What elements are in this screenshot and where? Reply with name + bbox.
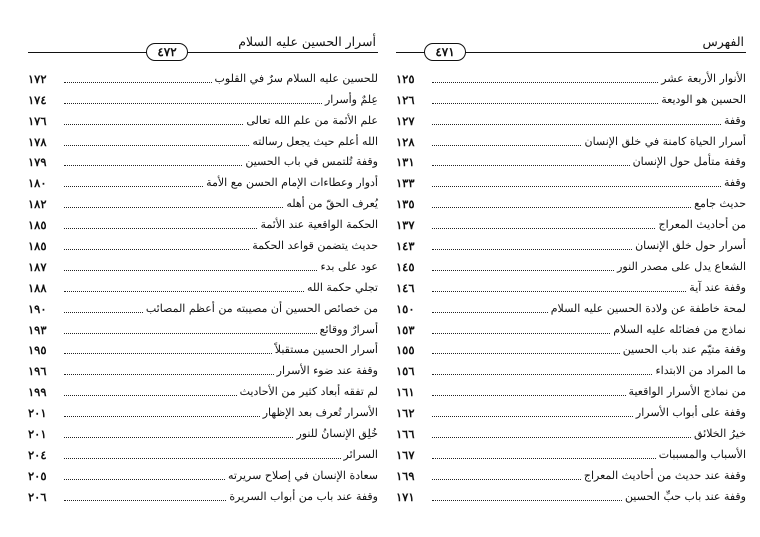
dot-leader <box>432 500 622 501</box>
dot-leader <box>64 124 243 125</box>
toc-entry <box>396 338 746 359</box>
toc-entry <box>28 400 378 421</box>
dot-leader <box>64 479 225 480</box>
toc-entry-page-number: ١٩٥ <box>28 343 47 358</box>
toc-entry <box>28 254 378 275</box>
toc-entry-title: وقفة عند ضوء الأسرار <box>276 364 378 378</box>
toc-entry-page-number: ١٤٣ <box>396 239 415 254</box>
toc-entry-title: أسرار الحسين مستقبلاً <box>274 343 378 357</box>
toc-entry-title: حديث يتضمن قواعد الحكمة <box>252 239 378 253</box>
toc-entry-title: حديث جامع <box>694 197 746 211</box>
toc-entry <box>396 463 746 484</box>
dot-leader <box>64 500 226 501</box>
toc-entry-page-number: ١٧٨ <box>28 134 47 149</box>
dot-leader <box>432 291 686 292</box>
right-page-header <box>396 32 746 58</box>
header-rule <box>28 52 378 53</box>
toc-entry-title: أسرار حول خلق الإنسان <box>635 239 746 253</box>
toc-entry-page-number: ١٨٠ <box>28 176 47 191</box>
toc-entry <box>396 254 746 275</box>
toc-entry-page-number: ١٩٣ <box>28 322 47 337</box>
dot-leader <box>432 249 632 250</box>
toc-entry-title: من أحاديث المعراج <box>658 218 746 232</box>
dot-leader <box>64 333 317 334</box>
toc-entry <box>396 379 746 400</box>
toc-entry-page-number: ١٨٨ <box>28 280 47 295</box>
toc-entry-page-number: ١٨٢ <box>28 197 47 212</box>
toc-entry <box>396 170 746 191</box>
dot-leader <box>432 82 658 83</box>
dot-leader <box>64 207 283 208</box>
toc-entry <box>28 296 378 317</box>
toc-entry-page-number: ٢٠١ <box>28 406 47 421</box>
toc-entry-page-number: ١٢٨ <box>396 134 415 149</box>
toc-entry-title: أسرار الحياة كامنة في خلق الإنسان <box>584 134 746 148</box>
dot-leader <box>432 333 610 334</box>
dot-leader <box>64 186 203 187</box>
toc-entry-title: سعادة الإنسان في إصلاح سريرته <box>227 468 378 482</box>
toc-entry <box>396 400 746 421</box>
toc-entry <box>396 129 746 150</box>
toc-entry <box>396 484 746 505</box>
dot-leader <box>64 165 242 166</box>
toc-entry <box>28 191 378 212</box>
toc-entry-title: ما المراد من الابتداء <box>655 364 746 378</box>
dot-leader <box>432 416 633 417</box>
toc-entry-page-number: ١٧١ <box>396 489 415 504</box>
dot-leader <box>64 82 212 83</box>
toc-entry <box>396 442 746 463</box>
toc-entry-page-number: ١٦٧ <box>396 447 415 462</box>
toc-entry-title: وقفة <box>723 113 746 127</box>
toc-entry-title: خيرُ الخلائق <box>694 427 746 441</box>
toc-entry-title: تجلي حكمة الله <box>306 280 378 294</box>
toc-entry-title: نماذج من فضائله عليه السلام <box>613 322 746 336</box>
toc-entry <box>28 66 378 87</box>
toc-entry <box>396 317 746 338</box>
toc-entry-title: خُلِق الإنسانُ للنور <box>296 427 378 441</box>
dot-leader <box>64 103 322 104</box>
toc-entry-page-number: ١٩٠ <box>28 301 47 316</box>
toc-entry-title: الحسين هو الوديعة <box>661 92 746 106</box>
toc-entry-title: وقفة عند حديث من أحاديث المعراج <box>583 468 746 482</box>
toc-entry <box>396 66 746 87</box>
toc-entry-page-number: ١٢٥ <box>396 71 415 86</box>
dot-leader <box>432 165 630 166</box>
toc-entry <box>396 150 746 171</box>
toc-entry-page-number: ٢٠٦ <box>28 489 47 504</box>
dot-leader <box>64 458 341 459</box>
toc-entry-page-number: ١٦٦ <box>396 427 415 442</box>
toc-entry-title: وقفة متأمل حول الإنسان <box>632 155 746 169</box>
dot-leader <box>432 270 614 271</box>
toc-entry-title: يُعرف الحقّ من أهله <box>286 197 378 211</box>
toc-entry-page-number: ١٤٦ <box>396 280 415 295</box>
toc-entry <box>396 87 746 108</box>
dot-leader <box>64 145 249 146</box>
toc-entry-title: من نماذج الأسرار الواقعية <box>628 385 746 399</box>
toc-entry-title: أسرارٌ ووقائع <box>319 322 378 336</box>
toc-entry <box>28 87 378 108</box>
dot-leader <box>64 270 317 271</box>
dot-leader <box>64 416 260 417</box>
dot-leader <box>432 374 652 375</box>
toc-entry-page-number: ١٨٥ <box>28 239 47 254</box>
toc-entry-page-number: ٢٠٥ <box>28 468 47 483</box>
toc-entry-title: الأنوار الأربعة عشر <box>661 71 746 85</box>
toc-entry-page-number: ١٣٣ <box>396 176 415 191</box>
toc-entry <box>28 108 378 129</box>
table-of-contents <box>28 66 378 505</box>
toc-entry <box>396 358 746 379</box>
toc-entry-title: الأسرار تُعرف بعد الإظهار <box>262 406 378 420</box>
dot-leader <box>64 353 272 354</box>
toc-entry-title: عود على بدء <box>320 259 378 273</box>
toc-entry-page-number: ١٧٦ <box>28 113 47 128</box>
running-title: أسرار الحسين عليه السلام <box>238 34 376 49</box>
toc-entry <box>28 212 378 233</box>
dot-leader <box>432 103 658 104</box>
page-number-badge: ٤٧١ <box>424 43 466 61</box>
toc-entry-title: وقفة عند آية <box>689 280 746 294</box>
toc-entry-page-number: ٢٠٤ <box>28 447 47 462</box>
toc-entry <box>396 275 746 296</box>
toc-entry-title: عِلمٌ وأسرار <box>324 92 378 106</box>
toc-entry <box>28 275 378 296</box>
dot-leader <box>432 353 620 354</box>
toc-entry-page-number: ١٣١ <box>396 155 415 170</box>
toc-entry <box>28 170 378 191</box>
left-page-header <box>28 32 378 58</box>
toc-entry-title: للحسين عليه السلام سرٌ في القلوب <box>214 71 378 85</box>
toc-entry <box>396 108 746 129</box>
dot-leader <box>432 395 626 396</box>
toc-entry-page-number: ١٧٩ <box>28 155 47 170</box>
dot-leader <box>432 312 548 313</box>
toc-entry <box>396 421 746 442</box>
toc-entry-title: الأسباب والمسببات <box>658 447 746 461</box>
dot-leader <box>432 479 581 480</box>
toc-entry-page-number: ١٥٠ <box>396 301 415 316</box>
dot-leader <box>432 207 691 208</box>
dot-leader <box>64 291 304 292</box>
dot-leader <box>64 374 274 375</box>
toc-entry <box>396 191 746 212</box>
toc-entry-page-number: ١٨٧ <box>28 259 47 274</box>
toc-entry <box>28 358 378 379</box>
toc-entry-title: الشعاع يدل على مصدر النور <box>617 259 746 273</box>
toc-entry-page-number: ١٥٣ <box>396 322 415 337</box>
toc-entry <box>28 484 378 505</box>
toc-entry <box>28 317 378 338</box>
dot-leader <box>432 228 655 229</box>
toc-entry-page-number: ١٩٩ <box>28 385 47 400</box>
toc-entry-page-number: ١٦٩ <box>396 468 415 483</box>
dot-leader <box>432 458 656 459</box>
toc-entry <box>396 233 746 254</box>
toc-entry-page-number: ١٥٥ <box>396 343 415 358</box>
toc-entry-title: الله أعلم حيث يجعل رسالته <box>252 134 378 148</box>
dot-leader <box>432 186 721 187</box>
toc-entry <box>28 421 378 442</box>
toc-entry-page-number: ١٧٤ <box>28 92 47 107</box>
toc-entry-page-number: ١٧٢ <box>28 71 47 86</box>
page-number-badge: ٤٧٢ <box>146 43 188 61</box>
toc-entry-title: وقفة على أبواب الأسرار <box>635 406 746 420</box>
toc-entry <box>28 442 378 463</box>
left-page <box>28 0 378 537</box>
toc-entry-page-number: ١٤٥ <box>396 259 415 274</box>
toc-entry <box>28 129 378 150</box>
right-page <box>396 0 746 537</box>
dot-leader <box>64 228 257 229</box>
toc-entry-page-number: ١٢٧ <box>396 113 415 128</box>
dot-leader <box>64 437 293 438</box>
toc-entry-title: أدوار وعطاءات الإمام الحسن مع الأمة <box>206 176 378 190</box>
toc-entry-page-number: ٢٠١ <box>28 427 47 442</box>
toc-entry-title: علم الأئمة من علم الله تعالى <box>246 113 378 127</box>
dot-leader <box>64 249 249 250</box>
toc-entry-title: وقفة تُلتمس في باب الحسين <box>245 155 378 169</box>
toc-entry <box>28 233 378 254</box>
table-of-contents <box>396 66 746 505</box>
toc-entry-title: الحكمة الواقعية عند الأئمة <box>260 218 378 232</box>
toc-entry-page-number: ١٨٥ <box>28 218 47 233</box>
toc-entry-page-number: ١٣٧ <box>396 218 415 233</box>
dot-leader <box>64 395 237 396</box>
dot-leader <box>432 437 691 438</box>
toc-entry-title: السرائر <box>343 447 378 461</box>
dot-leader <box>64 312 143 313</box>
toc-entry <box>28 463 378 484</box>
toc-entry <box>396 296 746 317</box>
toc-entry-title: لمحة خاطفة عن ولادة الحسين عليه السلام <box>550 301 746 315</box>
toc-entry <box>28 150 378 171</box>
toc-entry-title: وقفة متيّم عند باب الحسين <box>622 343 746 357</box>
toc-entry <box>396 212 746 233</box>
toc-entry-title: لم تفقه أبعاد كثير من الأحاديث <box>239 385 378 399</box>
toc-entry-page-number: ١٦١ <box>396 385 415 400</box>
toc-entry-page-number: ١٢٦ <box>396 92 415 107</box>
toc-entry-title: وقفة <box>723 176 746 190</box>
toc-entry-title: من خصائص الحسين أن مصيبته من أعظم المصائب <box>145 301 378 315</box>
toc-entry-title: وقفة عند باب حبِّ الحسين <box>624 489 746 503</box>
dot-leader <box>432 145 581 146</box>
dot-leader <box>432 124 721 125</box>
toc-entry-page-number: ١٣٥ <box>396 197 415 212</box>
toc-entry <box>28 338 378 359</box>
toc-entry-page-number: ١٦٢ <box>396 406 415 421</box>
toc-entry-title: وقفة عند باب من أبواب السريرة <box>229 489 378 503</box>
toc-entry-page-number: ١٥٦ <box>396 364 415 379</box>
toc-entry-page-number: ١٩٦ <box>28 364 47 379</box>
running-title: الفهرس <box>702 34 744 49</box>
toc-entry <box>28 379 378 400</box>
